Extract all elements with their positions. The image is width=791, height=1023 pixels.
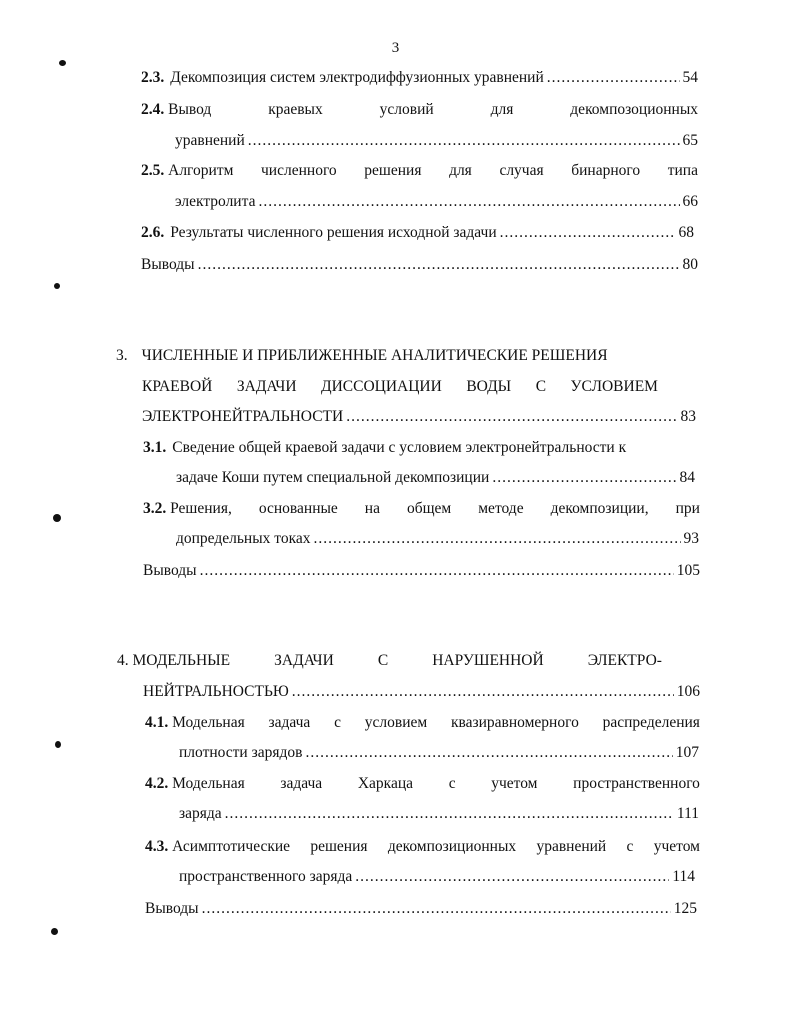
dot-leader bbox=[292, 681, 674, 703]
toc-title: Декомпозиция систем электродиффузионных уравнений bbox=[170, 69, 544, 86]
toc-conclusions-ch2: Выводы ..... 80 bbox=[141, 254, 698, 276]
dot-leader bbox=[305, 742, 672, 764]
toc-entry-4-3-cont: пространственного заряда ..... 114 bbox=[179, 866, 695, 888]
toc-entry-4-2-cont: заряда ..... 111 bbox=[179, 803, 699, 825]
scan-mark bbox=[53, 514, 61, 522]
toc-entry-4-1-cont: плотности зарядов ..... 107 bbox=[179, 742, 699, 764]
toc-entry-3-1: 3.1. Сведение общей краевой задачи с условием электронейтральности к bbox=[143, 439, 627, 456]
toc-entry-2-5: 2.5. Алгоритм численного решения для случая бинарного типа bbox=[141, 162, 698, 179]
toc-conclusions-ch4: Выводы ..... 125 bbox=[145, 898, 697, 920]
dot-leader bbox=[200, 560, 674, 582]
toc-entry-2-5-cont: электролита ..... 66 bbox=[175, 191, 698, 213]
dot-leader bbox=[500, 222, 676, 244]
dot-leader bbox=[492, 467, 676, 489]
scan-mark bbox=[59, 60, 66, 66]
dot-leader bbox=[355, 866, 669, 888]
dot-leader bbox=[198, 254, 680, 276]
toc-chapter-4-line2: НЕЙТРАЛЬНОСТЬЮ ..... 106 bbox=[143, 681, 700, 703]
toc-entry-2-4: 2.4. Вывод краевых условий для декомпозоционных bbox=[141, 101, 698, 118]
dot-leader bbox=[202, 898, 671, 920]
toc-entry-4-2: 4.2. Модельная задача Харкаца с учетом пространственного bbox=[145, 775, 700, 792]
toc-entry-4-1: 4.1. Модельная задача с условием квазиравномерного распределения bbox=[145, 714, 700, 731]
toc-entry-4-3: 4.3. Асимптотические решения декомпозиционных уравнений с учетом bbox=[145, 838, 700, 855]
toc-entry-3-2-cont: допредельных токах ..... 93 bbox=[176, 528, 699, 550]
dot-leader bbox=[225, 803, 674, 825]
page-number: 3 bbox=[391, 40, 400, 56]
toc-entry-2-3: 2.3. Декомпозиция систем электродиффузионных уравнений ..... 54 bbox=[141, 67, 698, 89]
toc-chapter-4: 4. МОДЕЛЬНЫЕ ЗАДАЧИ С НАРУШЕННОЙ ЭЛЕКТРО- bbox=[117, 652, 662, 669]
scan-mark bbox=[54, 283, 60, 289]
dot-leader bbox=[314, 528, 681, 550]
toc-conclusions-ch3: Выводы ..... 105 bbox=[143, 560, 700, 582]
toc-chapter-3: 3. ЧИСЛЕННЫЕ И ПРИБЛИЖЕННЫЕ АНАЛИТИЧЕСКИЕ РЕШЕНИЯ bbox=[116, 347, 608, 364]
scan-mark bbox=[55, 741, 61, 748]
toc-entry-2-6: 2.6. Результаты численного решения исходной задачи ..... 68 bbox=[141, 222, 694, 244]
dot-leader bbox=[258, 191, 679, 213]
toc-entry-2-4-cont: уравнений ..... 65 bbox=[175, 130, 698, 152]
toc-entry-3-1-cont: задаче Коши путем специальной декомпозиции ..... 84 bbox=[176, 467, 695, 489]
toc-entry-3-2: 3.2. Решения, основанные на общем методе декомпозиции, при bbox=[143, 500, 700, 517]
scan-mark bbox=[51, 928, 58, 935]
toc-chapter-3-line3: ЭЛЕКТРОНЕЙТРАЛЬНОСТИ ..... 83 bbox=[142, 406, 696, 428]
dot-leader bbox=[346, 406, 677, 428]
dot-leader bbox=[248, 130, 680, 152]
toc-page: 54 bbox=[682, 69, 698, 86]
toc-chapter-3-line2: КРАЕВОЙ ЗАДАЧИ ДИССОЦИАЦИИ ВОДЫ С УСЛОВИЕМ bbox=[142, 378, 658, 395]
dot-leader bbox=[547, 67, 680, 89]
